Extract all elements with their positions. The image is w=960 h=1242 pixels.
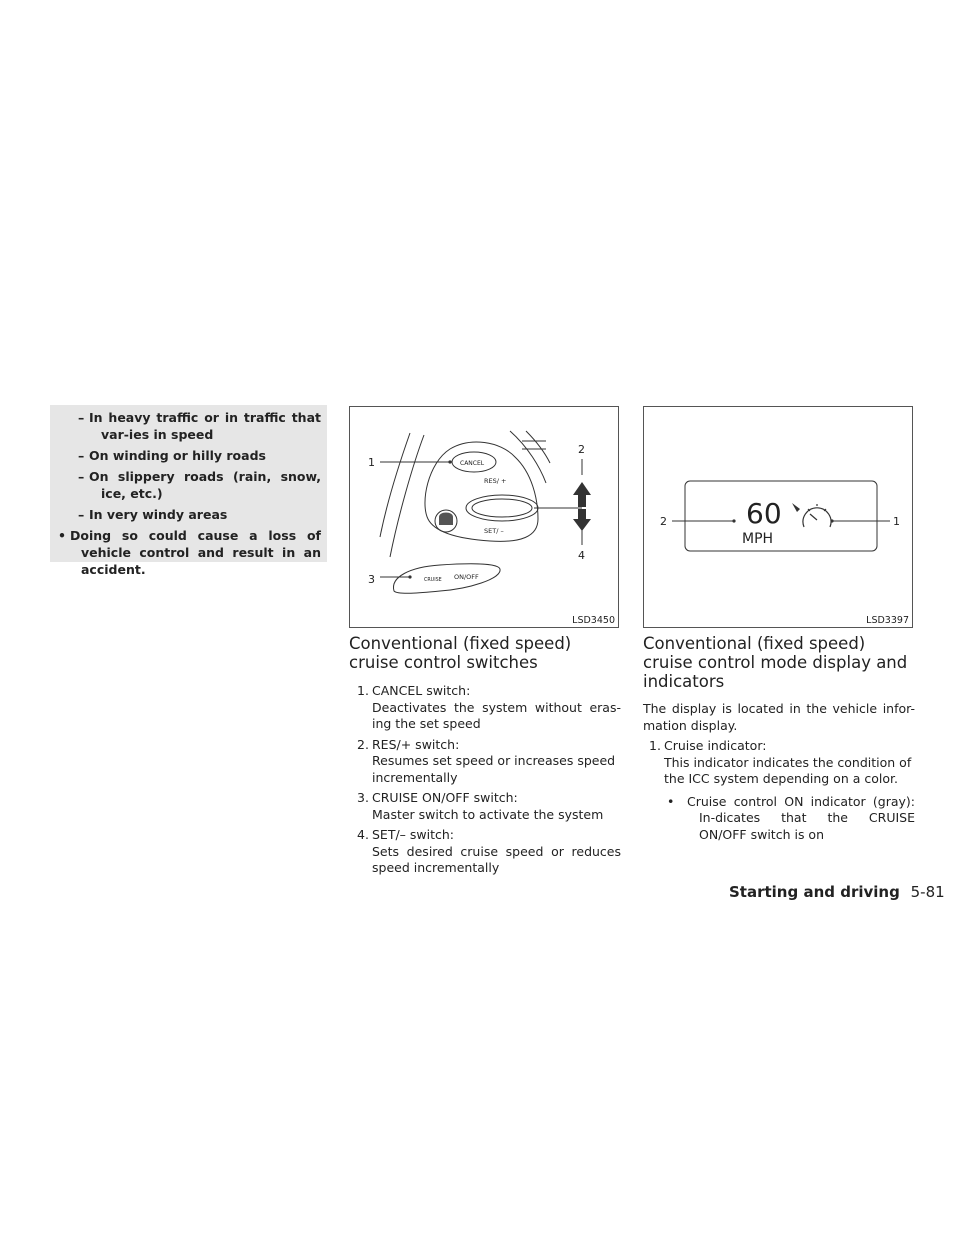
callout-4: 4 (578, 549, 585, 562)
warning-item: – On slippery roads (rain, snow, ice, etc.) (78, 469, 321, 501)
warning-bullet: • Doing so could cause a loss of vehicle control and result in an accident. (58, 528, 321, 577)
callout-2: 2 (660, 515, 667, 528)
cruise-display-illustration (644, 407, 912, 627)
callout-1: 1 (893, 515, 900, 528)
list-item: 3. CRUISE ON/OFF switch: Master switch to activate the system (357, 790, 604, 822)
label-cruise: CRUISE (424, 578, 442, 583)
warning-item: – In heavy traffic or in traffic that var-ies in speed (78, 410, 321, 442)
list-item: 2. RES/+ switch: Resumes set speed or increases speed incrementally (357, 736, 616, 785)
footer-section: Starting and driving (729, 883, 900, 901)
display-description (643, 701, 915, 847)
figure-cruise-display (643, 406, 913, 628)
label-set: SET/ – (484, 527, 504, 535)
list-item: 1. Cruise indicator: This indicator indicates the condition of the ICC system depending on a color. (649, 738, 912, 786)
page-footer (729, 883, 945, 901)
section-title: Conventional (fixed speed) cruise control switches (349, 634, 572, 672)
figure-code: LSD3397 (866, 615, 909, 626)
figure-cruise-switches (349, 406, 619, 628)
switch-list (357, 683, 621, 881)
warning-item: – In very windy areas (78, 507, 228, 522)
intro-paragraph: The display is located in the vehicle infor-mation display. (643, 701, 915, 733)
sub-bullet: • Cruise control ON indicator (gray): In-dicates that the CRUISE ON/OFF switch is on (667, 793, 915, 842)
label-cancel: CANCEL (460, 460, 485, 467)
speed-unit: MPH (742, 531, 774, 547)
cruise-switch-illustration (350, 407, 618, 627)
callout-3: 3 (368, 573, 375, 586)
page-number: 5-81 (910, 883, 945, 901)
list-item: 1. CANCEL switch: Deactivates the system without eras-ing the set speed (357, 683, 621, 731)
list-item: 4. SET/– switch: Sets desired cruise speed or reduces speed incrementally (357, 827, 621, 875)
label-onoff: ON/OFF (454, 573, 479, 581)
cruise-speedometer-icon (803, 504, 831, 527)
figure-code: LSD3450 (572, 615, 615, 626)
section-title: Conventional (fixed speed) cruise control mode display and indicators (643, 634, 908, 691)
warning-item: – On winding or hilly roads (78, 448, 266, 463)
warning-box (50, 405, 327, 577)
callout-1: 1 (368, 456, 375, 469)
speed-value: 60 (746, 497, 782, 530)
callout-2: 2 (578, 443, 585, 456)
label-res: RES/ + (484, 477, 507, 485)
